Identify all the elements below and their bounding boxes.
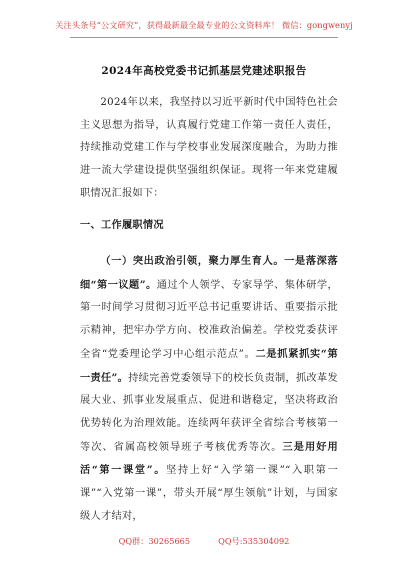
footer-qq-group: QQ群：30265665 [118, 536, 191, 546]
footer-qq-number: QQ号:535304092 [218, 536, 290, 546]
body-paragraph [80, 250, 338, 528]
section-heading: 一、工作履职情况 [80, 219, 164, 231]
footer [0, 536, 408, 547]
header-divider [70, 37, 338, 38]
paragraph-text: 通过个人领学、专家导学、集体研学，第一时间学习贯彻习近平总书记重要讲话、重要指示批示精神，把牢办学方向、校准政治偏差。学校党委获评全省“党委理论学习中心组示范点”。 [80, 279, 338, 360]
intro-paragraph: 2024年以来，我坚持以习近平新时代中国特色社会主义思想为指导，认真履行党建工作第一责任人责任，持续推动党建工作与学校事业发展深度融合，为助力推进一流大学建设提供坚强组织保证。现将一年来党建履职情况汇报如下： [80, 97, 338, 199]
document-title: 2024年高校党委书记抓基层党建述职报告 [101, 65, 307, 77]
subsection-heading: （一）突出政治引领，聚力厚生育人。一是落深落细“第一议题”。 [80, 255, 338, 291]
point-three-heading: 三是用好用活“第一课堂”。 [80, 440, 339, 477]
header-banner: 关注头条号“公文研究”，获得最新最全最专业的公文资料库！ 微信：gongwenyj [55, 20, 353, 30]
paragraph-text: 持续完善党委领导下的校长负责制，抓改革发展大业、抓事业发展重点、促进和谐稳定，坚决将政治优势转化为治理效能。连续两年获评全省综合考核第一等次、省属高校领导班子考核优秀等次。 [80, 372, 338, 453]
paragraph-text: 坚持上好“入学第一课”“入职第一课”“入党第一课”，带头开展“厚生领航”计划，与国家级人才结对， [80, 465, 338, 522]
point-two-heading: 二是抓紧抓实“第一责任”。 [80, 347, 339, 384]
